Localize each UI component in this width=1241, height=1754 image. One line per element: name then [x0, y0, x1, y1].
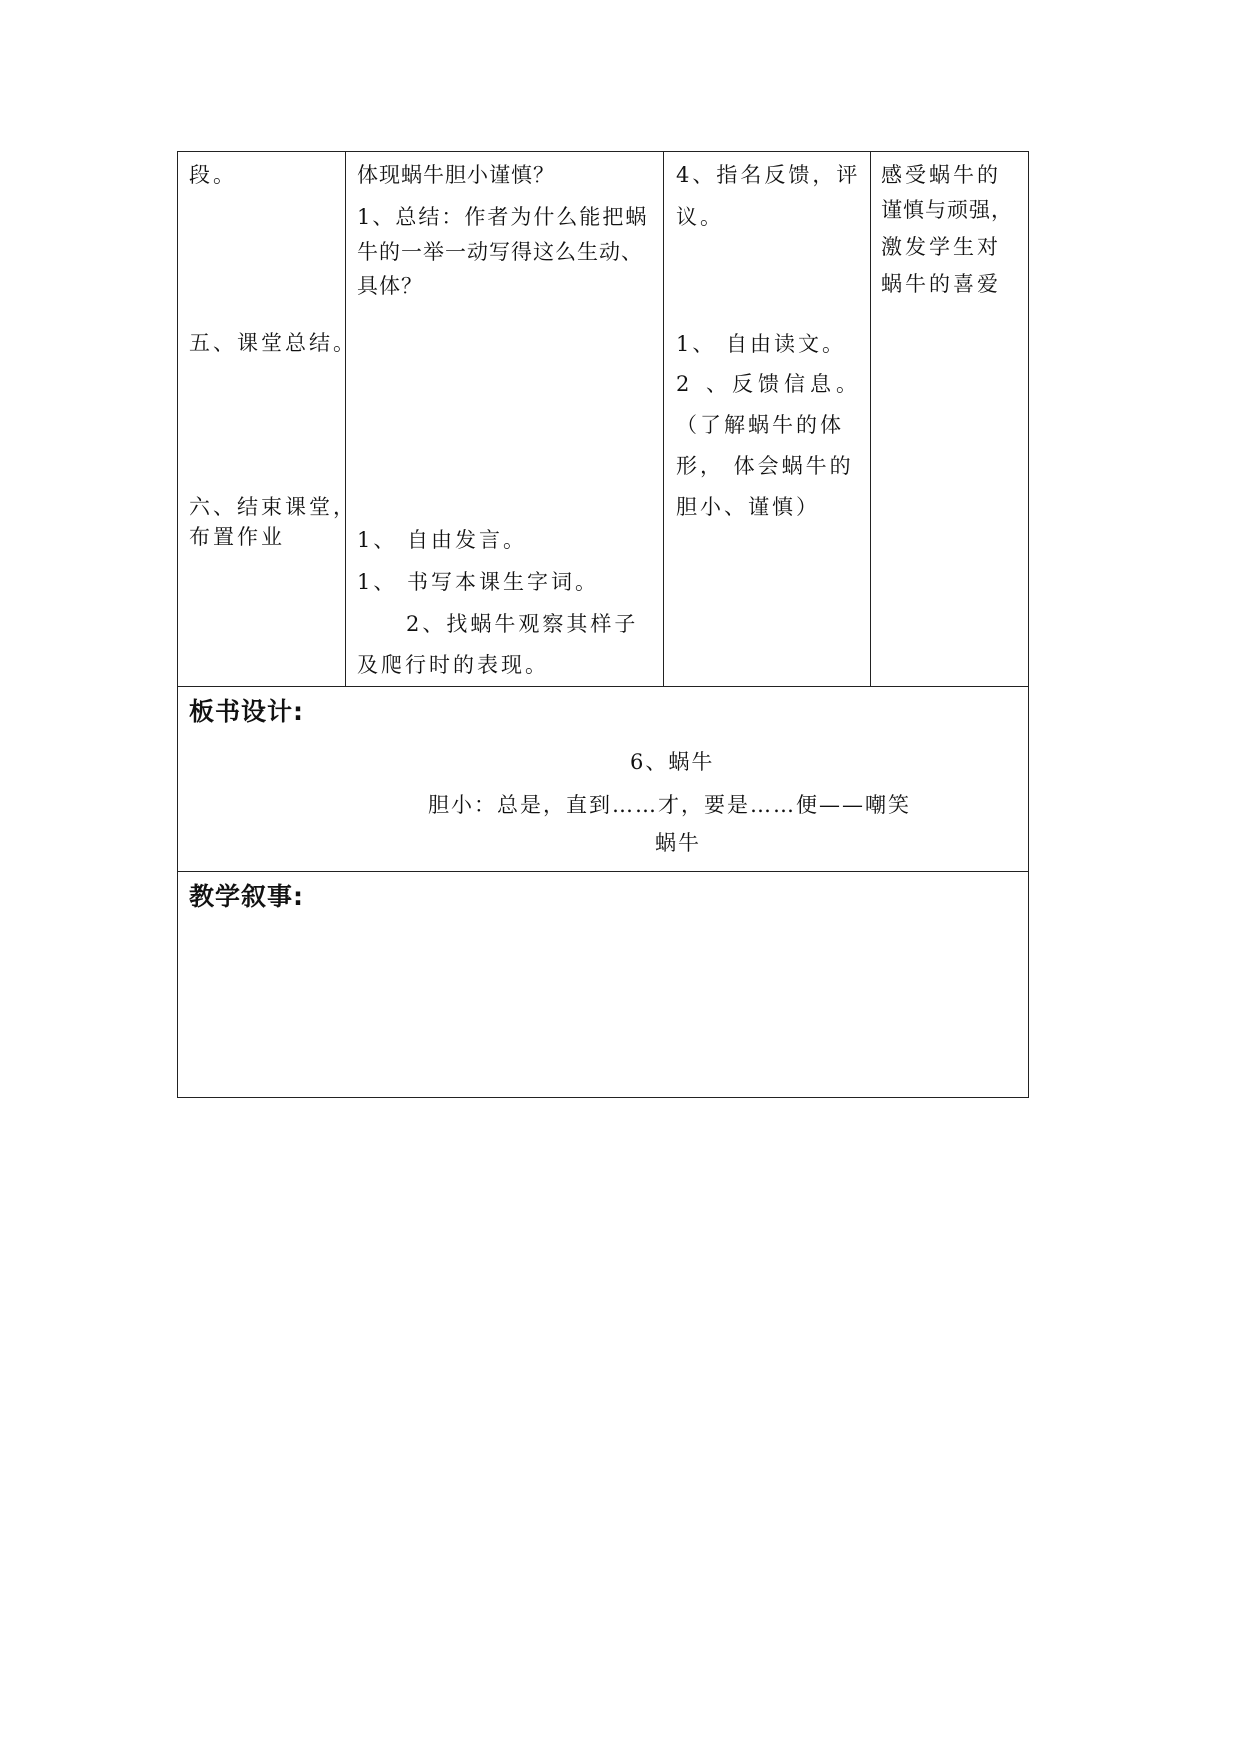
step-text: 布置作业 — [189, 525, 285, 549]
board-line: 胆小：总是，直到……才，要是……便——嘲笑 — [428, 793, 911, 817]
student-activity-column — [664, 152, 871, 687]
step-text: 五、课堂总结。 — [189, 331, 357, 355]
activity-text: 牛的一举一动写得这么生动、 — [357, 240, 643, 264]
student-text: 2 、反馈信息。 — [676, 372, 863, 396]
student-text: 4、指名反馈，评 — [676, 163, 861, 187]
student-text: 1、 自由读文。 — [676, 332, 847, 356]
lesson-plan-table — [177, 151, 1029, 1098]
intent-text: 激发学生对 — [881, 235, 1001, 259]
activity-text: 2、找蜗牛观察其样子 — [406, 612, 639, 636]
activity-text: 1、总结：作者为什么能把蜗 — [357, 205, 649, 229]
student-text: 形， 体会蜗牛的 — [676, 454, 854, 478]
board-title: 6、蜗牛 — [630, 750, 715, 774]
board-design-cell — [178, 687, 1029, 872]
activity-text: 1、 自由发言。 — [357, 528, 528, 552]
intent-text: 蜗牛的喜爱 — [881, 272, 1001, 296]
activity-text: 体现蜗牛胆小谨慎？ — [357, 163, 555, 187]
activity-text: 1、 书写本课生字词。 — [357, 570, 600, 594]
student-text: 胆小、谨慎） — [676, 495, 820, 519]
student-text: （了解蜗牛的体 — [676, 413, 844, 437]
teaching-narrative-heading: 教学叙事: — [189, 882, 304, 911]
step-text: 段。 — [189, 163, 237, 187]
student-text: 议。 — [676, 205, 724, 229]
design-intent-column — [871, 152, 1029, 687]
intent-text: 谨慎与顽强， — [881, 198, 1013, 222]
steps-column — [178, 152, 357, 687]
board-design-heading: 板书设计: — [189, 697, 304, 726]
lesson-steps-row — [178, 152, 1029, 687]
activity-text: 及爬行时的表现。 — [357, 653, 549, 677]
step-text: 六、结束课堂， — [189, 495, 357, 519]
teaching-narrative-cell — [178, 872, 1029, 1098]
activity-text: 具体？ — [357, 274, 423, 298]
teaching-narrative-row — [178, 872, 1029, 1098]
intent-text: 感受蜗牛的 — [881, 163, 1001, 187]
teacher-activity-column — [346, 152, 664, 687]
board-design-row — [178, 687, 1029, 872]
board-line: 蜗牛 — [655, 831, 701, 855]
